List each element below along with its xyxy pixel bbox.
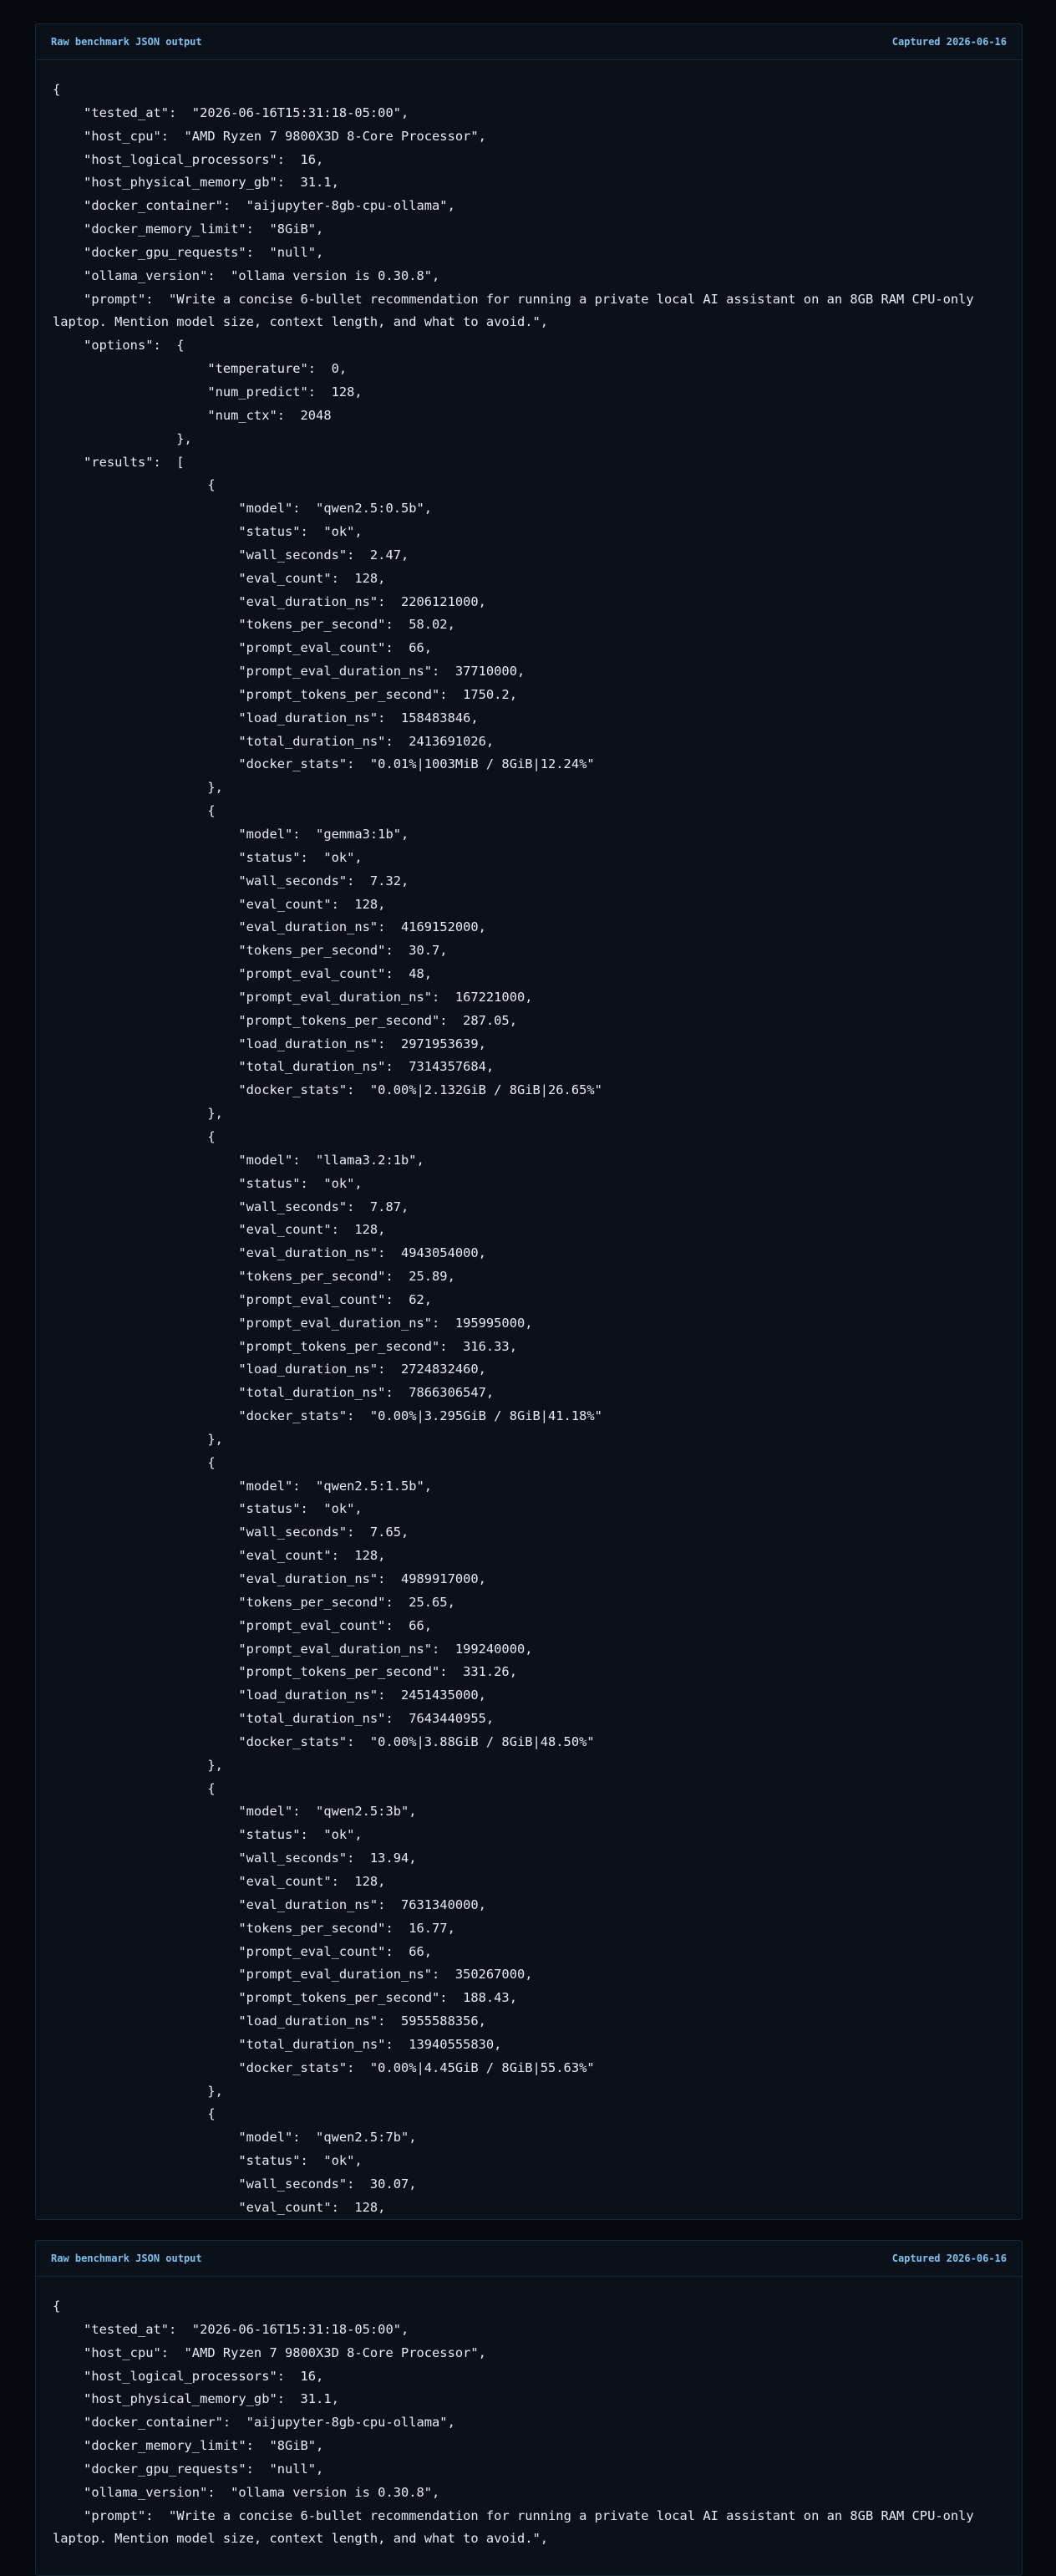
captured-date-repeat: Captured 2026-06-16 xyxy=(891,2253,1007,2264)
panel-header xyxy=(36,24,1022,60)
captured-date: Captured 2026-06-16 xyxy=(891,36,1007,48)
json-code-block[interactable]: { "tested_at": "2026-06-16T15:31:18-05:00", "host_cpu": "AMD Ryzen 7 9800X3D 8-Core Processor", "host_logical_processors": 16, "host_physical_memory_gb": 31.1, "docker_container": "aijupyter-8gb-cpu-ollama", "docker_memory_limit": "8GiB", "docker_gpu_requests": "null", "ollama_version": "ollama version is 0.30.8", "prompt": "Write a concise 6-bullet recommendation for running a private local AI assistant on an 8GB RAM CPU-only laptop. Mention model size, context length, and what to avoid.", "options": { "temperature": 0, "num_predict": 128, "num_ctx": 2048 }, "results": [ { "model": "qwen2.5:0.5b", "status": "ok", "wall_seconds": 2.47, "eval_count": 128, "eval_duration_ns": 2206121000, "tokens_per_second": 58.02, "prompt_eval_count": 66, "prompt_eval_duration_ns": 37710000, "prompt_tokens_per_second": 1750.2, "load_duration_ns": 158483846, "total_duration_ns": 2413691026, "docker_stats": "0.01%|1003MiB / 8GiB|12.24%" }, { "model": "gemma3:1b", "status": "ok", "wall_seconds": 7.32, "eval_count": 128, "eval_duration_ns": 4169152000, "tokens_per_second": 30.7, "prompt_eval_count": 48, "prompt_eval_duration_ns": 167221000, "prompt_tokens_per_second": 287.05, "load_duration_ns": 2971953639, "total_duration_ns": 7314357684, "docker_stats": "0.00%|2.132GiB / 8GiB|26.65%" }, { "model": "llama3.2:1b", "status": "ok", "wall_seconds": 7.87, "eval_count": 128, "eval_duration_ns": 4943054000, "tokens_per_second": 25.89, "prompt_eval_count": 62, "prompt_eval_duration_ns": 195995000, "prompt_tokens_per_second": 316.33, "load_duration_ns": 2724832460, "total_duration_ns": 7866306547, "docker_stats": "0.00%|3.295GiB / 8GiB|41.18%" }, { "model": "qwen2.5:1.5b", "status": "ok", "wall_seconds": 7.65, "eval_count": 128, "eval_duration_ns": 4989917000, "tokens_per_second": 25.65, "prompt_eval_count": 66, "prompt_eval_duration_ns": 199240000, "prompt_tokens_per_second": 331.26, "load_duration_ns": 2451435000, "total_duration_ns": 7643440955, "docker_stats": "0.00%|3.88GiB / 8GiB|48.50%" }, { "model": "qwen2.5:3b", "status": "ok", "wall_seconds": 13.94, "eval_count": 128, "eval_duration_ns": 7631340000, "tokens_per_second": 16.77, "prompt_eval_count": 66, "prompt_eval_duration_ns": 350267000, "prompt_tokens_per_second": 188.43, "load_duration_ns": 5955588356, "total_duration_ns": 13940555830, "docker_stats": "0.00%|4.45GiB / 8GiB|55.63%" }, { "model": "qwen2.5:7b", "status": "ok", "wall_seconds": 30.07, "eval_count": 128, xyxy=(53,82,974,2215)
panel-header-repeat xyxy=(36,2241,1022,2277)
json-output-panel xyxy=(35,23,1023,2220)
json-code-block-repeat[interactable]: { "tested_at": "2026-06-16T15:31:18-05:00", "host_cpu": "AMD Ryzen 7 9800X3D 8-Core Processor", "host_logical_processors": 16, "host_physical_memory_gb": 31.1, "docker_container": "aijupyter-8gb-cpu-ollama", "docker_memory_limit": "8GiB", "docker_gpu_requests": "null", "ollama_version": "ollama version is 0.30.8", "prompt": "Write a concise 6-bullet recommendation for running a private local AI assistant on an 8GB RAM CPU-only laptop. Mention model size, context length, and what to avoid.", xyxy=(53,2299,974,2547)
json-output-panel-repeat xyxy=(35,2240,1023,2576)
panel-title-repeat: Raw benchmark JSON output xyxy=(51,2253,202,2264)
panel-title: Raw benchmark JSON output xyxy=(51,36,202,48)
